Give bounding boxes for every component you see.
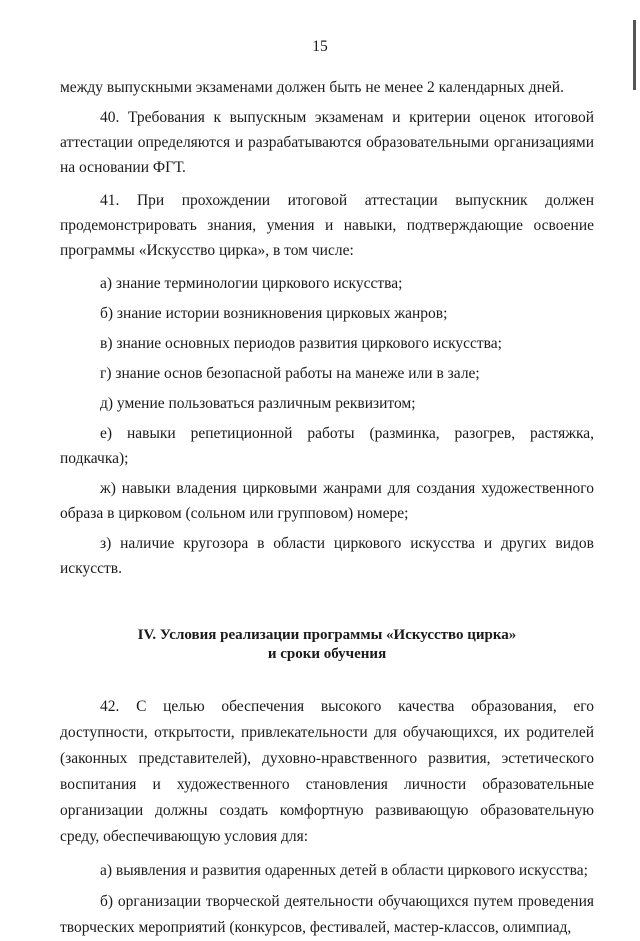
page-number: 15 bbox=[312, 38, 328, 55]
paragraph-continuation: между выпускными экзаменами должен быть не менее 2 календарных дней. bbox=[60, 79, 564, 96]
section-heading bbox=[60, 626, 594, 664]
list-item-e: е) навыки репетиционной работы (разминка, разогрев, растяжка, подкачка); bbox=[60, 425, 594, 467]
list-item-z: з) наличие кругозора в области циркового искусства и других видов искусств. bbox=[60, 535, 594, 577]
paragraph-42: 42. С целью обеспечения высокого качества образования, его доступности, открытости, привлекательности для обучающихся, их родителей (законных представителей), духовно-нравственного развития, эстетического воспитания и художественного становления личности образовательные организации должны создать комфортную развивающую образовательную среду, обеспечивающую условия для: bbox=[60, 698, 594, 845]
paragraph-41: 41. При прохождении итоговой аттестации выпускник должен продемонстрировать знания, умения и навыки, подтверждающие освоение программы «Искусство цирка», в том числе: bbox=[60, 192, 594, 259]
list-item-g: г) знание основ безопасной работы на манеже или в зале; bbox=[100, 365, 480, 382]
list-item-v: в) знание основных периодов развития циркового искусства; bbox=[100, 335, 502, 352]
list-item-d: д) умение пользоваться различным реквизитом; bbox=[100, 395, 416, 412]
list-42-item-a: а) выявления и развития одаренных детей в области циркового искусства; bbox=[100, 862, 588, 879]
paragraph-40: 40. Требования к выпускным экзаменам и критерии оценок итоговой аттестации определяются и разрабатываются образовательными организациями на основании ФГТ. bbox=[60, 109, 594, 176]
list-item-b: б) знание истории возникновения цирковых жанров; bbox=[100, 305, 448, 322]
section-heading-line-1: IV. Условия реализации программы «Искусство цирка» bbox=[137, 627, 517, 643]
list-42-item-b: б) организации творческой деятельности обучающихся путем проведения творческих мероприятий (конкурсов, фестивалей, мастер-классов, олимпиад, bbox=[60, 893, 594, 936]
section-heading-line-2: и сроки обучения bbox=[267, 646, 387, 662]
list-item-a: а) знание терминологии циркового искусства; bbox=[100, 275, 403, 292]
document-body bbox=[60, 75, 594, 941]
list-item-zh: ж) навыки владения цирковыми жанрами для создания художественного образа в цирковом (сольном или групповом) номере; bbox=[60, 480, 594, 522]
scan-edge-mark bbox=[633, 20, 636, 90]
